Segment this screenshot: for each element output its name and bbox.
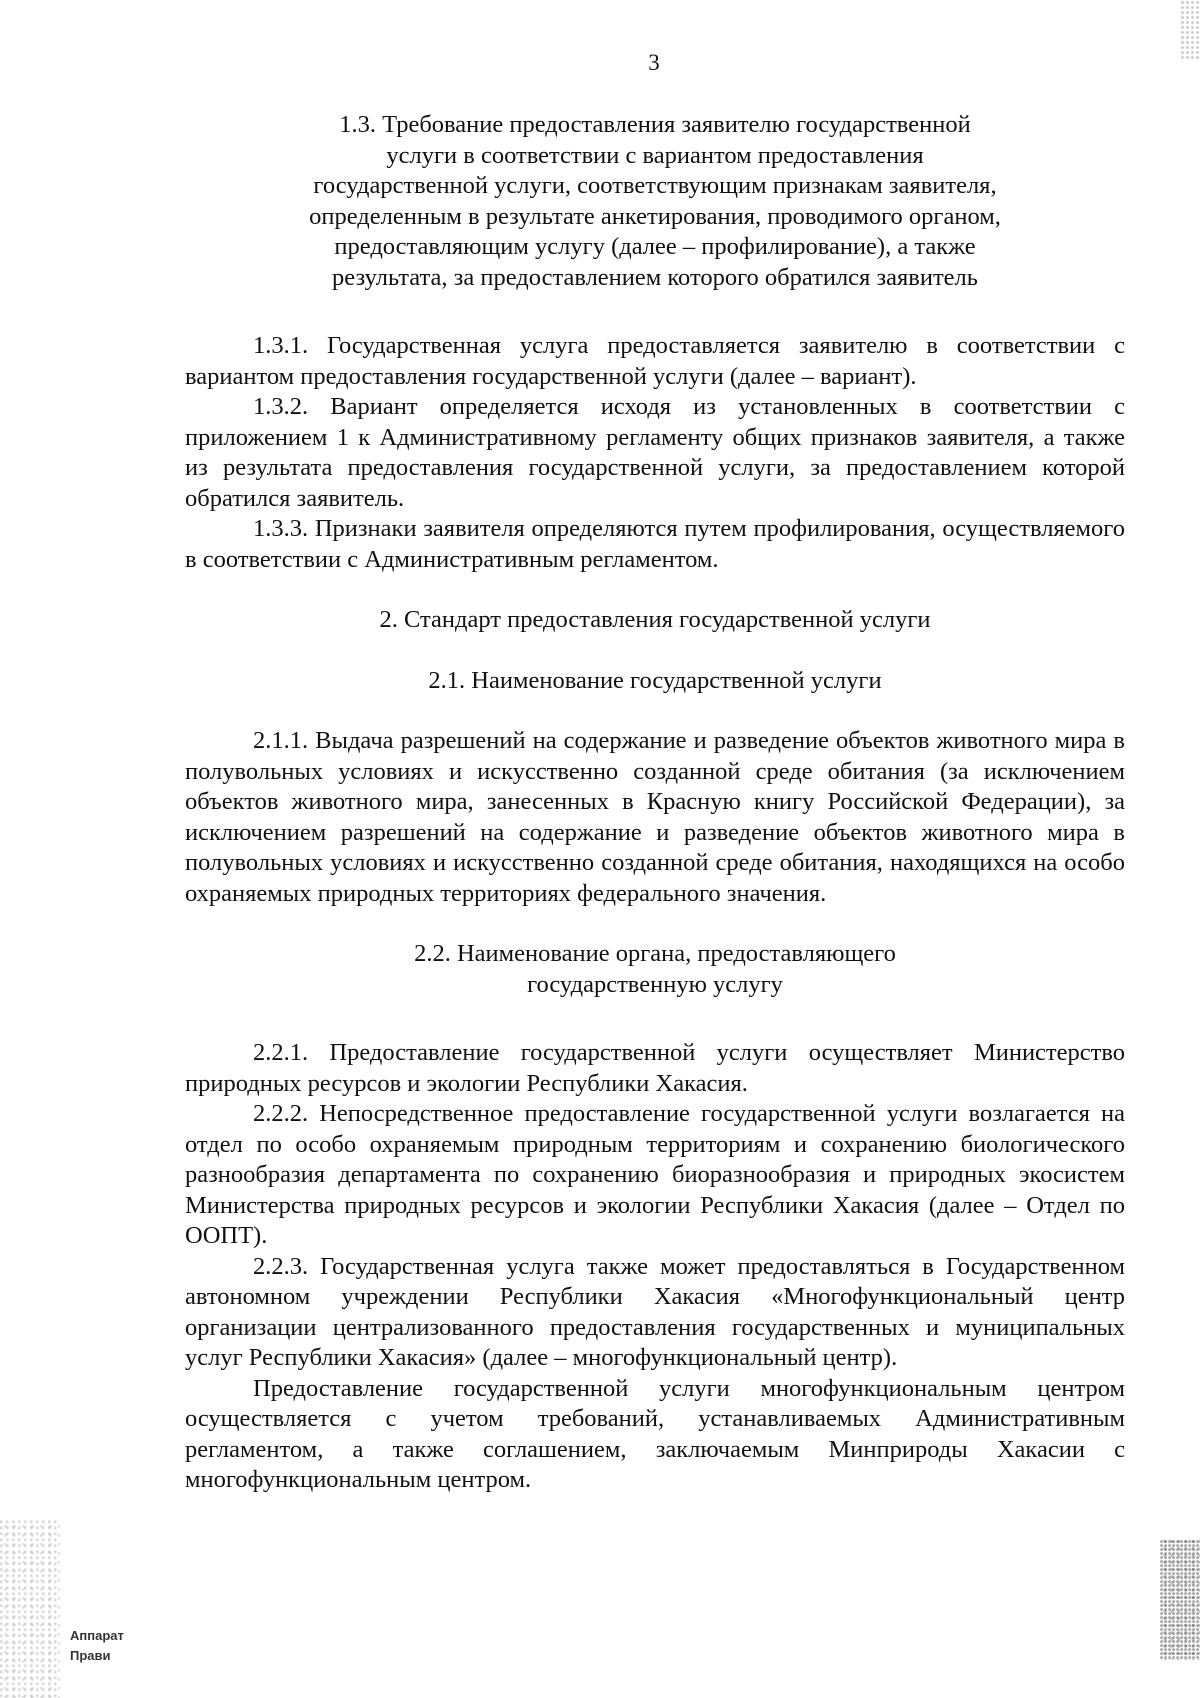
paragraph-1-3-1: 1.3.1. Государственная услуга предоставляется заявителю в соответствии с вариантом предоставления государственной услуги (далее – вариант).	[185, 332, 1125, 390]
scan-noise-bottom-right	[1160, 1540, 1200, 1660]
scan-noise-top-right	[1180, 0, 1200, 60]
paragraph-1-3-3: 1.3.3. Признаки заявителя определяются путем профилирования, осуществляемого в соответствии с Административным регламентом.	[185, 515, 1125, 573]
document-body	[185, 110, 1125, 1496]
paragraph-1-3-2: 1.3.2. Вариант определяется исходя из установленных в соответствии с приложением 1 к Административному регламенту общих признаков заявителя, а также из результата предоставления государственной услуги, за предоставлением которой обратился заявитель.	[185, 393, 1125, 512]
paragraph-2-2-1: 2.2.1. Предоставление государственной услуги осуществляет Министерство природных ресурсов и экологии Республики Хакасия.	[185, 1039, 1125, 1097]
paragraph-2-2-2: 2.2.2. Непосредственное предоставление государственной услуги возлагается на отдел по особо охраняемым природным территориям и сохранению биологического разнообразия департамента по сохранению биоразнообразия и природных экосистем Министерства природных ресурсов и экологии Республики Хакасия (далее – Отдел по ООПТ).	[185, 1100, 1125, 1249]
section-1-3-heading: 1.3. Требование предоставления заявителю государственной услуги в соответствии с вариантом предоставления государственной услуги, соответствующим признакам заявителя, определенным в результате анкетирования, проводимого органом, предоставляющим услугу (далее – профилирование), а также результата, за предоставлением которого обратился заявитель	[309, 111, 1001, 291]
page-number: 3	[648, 50, 660, 75]
office-stamp	[70, 1626, 124, 1666]
stamp-line-1: Аппарат	[70, 1628, 124, 1643]
section-2-1-heading: 2.1. Наименование государственной услуги	[428, 666, 882, 694]
paragraph-2-2-3: 2.2.3. Государственная услуга также может предоставляться в Государственном автономном учреждении Республики Хакасия «Многофункциональный центр организации централизованного предоставления государственных и муниципальных услуг Республики Хакасия» (далее – многофункциональный центр).	[185, 1252, 1125, 1371]
section-2-2-heading-line2: государственную услугу	[527, 970, 783, 998]
paragraph-2-2-4: Предоставление государственной услуги многофункциональным центром осуществляется с учетом требований, устанавливаемых Административным регламентом, а также соглашением, заключаемым Минприроды Хакасии с многофункциональным центром.	[185, 1374, 1125, 1493]
paragraph-2-1-1: 2.1.1. Выдача разрешений на содержание и разведение объектов животного мира в полувольных условиях и искусственно созданной среде обитания (за исключением объектов животного мира, занесенных в Красную книгу Российской Федерации), за исключением разрешений на содержание и разведение объектов животного мира в полувольных условиях и искусственно созданной среде обитания, находящихся на особо охраняемых природных территориях федерального значения.	[185, 727, 1125, 907]
scan-noise-bottom-left	[0, 1520, 60, 1698]
stamp-line-2: Прави	[70, 1648, 111, 1663]
section-2-2-heading-line1: 2.2. Наименование органа, предоставляющего	[414, 940, 896, 967]
section-2-heading: 2. Стандарт предоставления государственной услуги	[379, 606, 931, 633]
